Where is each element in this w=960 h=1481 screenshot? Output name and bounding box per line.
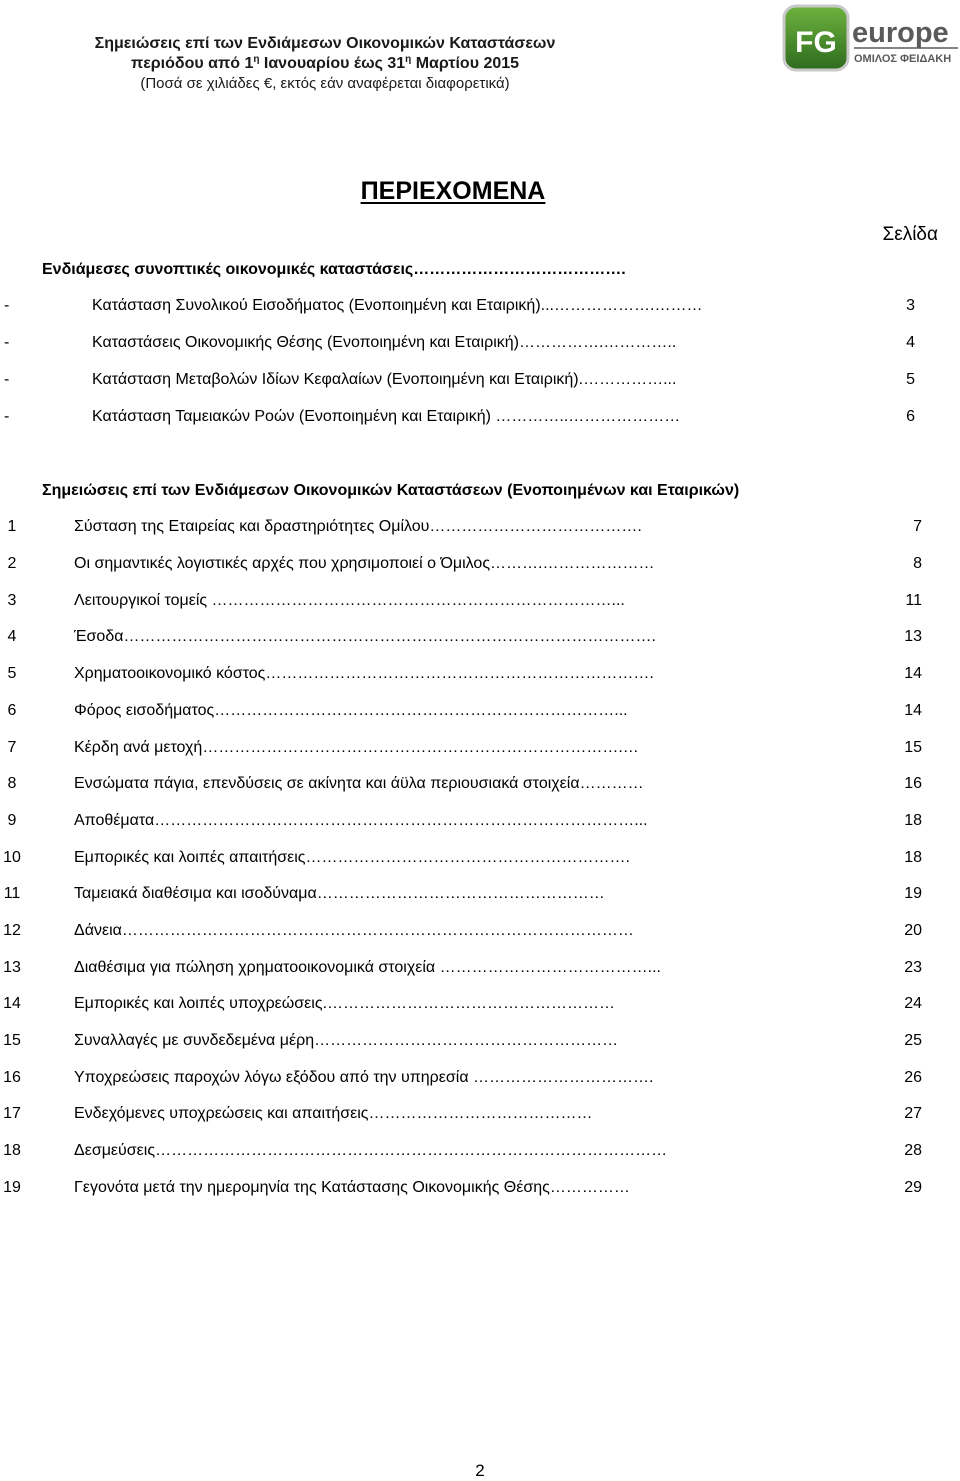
- entry-page: 24: [904, 995, 922, 1012]
- entry-number: 3: [7, 592, 17, 609]
- page-column-label: Σελίδα: [882, 224, 938, 245]
- toc-entry[interactable]: [0, 1142, 960, 1166]
- toc-entry[interactable]: [0, 334, 960, 358]
- entry-marker: -: [4, 408, 10, 425]
- entry-page: 20: [904, 922, 922, 939]
- entry-page: 15: [904, 739, 922, 756]
- entry-number: 16: [3, 1069, 21, 1086]
- page-number: 2: [475, 1461, 485, 1480]
- svg-text:europe: europe: [852, 17, 949, 49]
- toc-entry[interactable]: [0, 995, 960, 1019]
- toc-title: ΠΕΡΙΕΧΟΜΕΝΑ: [360, 177, 546, 205]
- entry-page: 11: [905, 592, 922, 609]
- svg-text:FG: FG: [795, 26, 837, 59]
- toc-entry[interactable]: [0, 1105, 960, 1129]
- entry-text: Κατάσταση Συνολικού Εισοδήματος (Ενοποιημένη και Εταιρική)...……………….………: [92, 297, 703, 314]
- entry-text: Οι σημαντικές λογιστικές αρχές που χρησιμοποιεί ο Όμιλος……….…………………: [74, 555, 655, 572]
- entry-text: Καταστάσεις Οικονομικής Θέσης (Ενοποιημένη και Εταιρική)…………….…………..: [92, 334, 677, 351]
- entry-text: Έσοδα……………………………………………………………………………………….: [74, 628, 656, 645]
- toc-entry[interactable]: [0, 885, 960, 909]
- entry-page: 14: [904, 702, 922, 719]
- entry-number: 6: [7, 702, 17, 719]
- entry-page: 4: [906, 334, 915, 351]
- entry-text: Δεσμεύσεις……………………………………………………………………………………: [74, 1142, 668, 1159]
- document-header: [40, 34, 610, 94]
- entry-text: Συναλλαγές με συνδεδεμένα μέρη…………………………………………………: [74, 1032, 619, 1049]
- entry-text: Γεγονότα μετά την ημερομηνία της Κατάστασης Οικονομικής Θέσης……………: [74, 1179, 630, 1196]
- section-statements-title: Ενδιάμεσες συνοπτικές οικονομικές καταστάσεις………………………………….: [42, 261, 626, 278]
- entry-page: 18: [904, 849, 922, 866]
- toc-entry[interactable]: [0, 592, 960, 616]
- entry-page: 27: [904, 1105, 922, 1122]
- entry-number: 5: [7, 665, 17, 682]
- entry-marker: -: [4, 371, 10, 388]
- entry-number: 15: [3, 1032, 21, 1049]
- toc-entry[interactable]: [0, 518, 960, 542]
- entry-number: 14: [3, 995, 21, 1012]
- entry-text: Αποθέματα………………………………………………………………………………...: [74, 812, 648, 829]
- entry-page: 5: [906, 371, 915, 388]
- entry-marker: -: [4, 334, 10, 351]
- toc-entry[interactable]: [0, 555, 960, 579]
- toc-entry[interactable]: [0, 408, 960, 432]
- entry-number: 10: [3, 849, 21, 866]
- header-period: περιόδου από $1^\eta$ Ιανουαρίου έως $31^\eta$ Μαρτίου 2015: [130, 54, 520, 72]
- entry-page: 28: [904, 1142, 922, 1159]
- entry-marker: -: [4, 297, 10, 314]
- entry-text: Λειτουργικοί τομείς …………………………………………………………………...: [74, 592, 625, 609]
- entry-page: 29: [904, 1179, 922, 1196]
- entry-page: 23: [904, 959, 922, 976]
- toc-entry[interactable]: [0, 628, 960, 652]
- entry-text: Φόρος εισοδήματος…………………………………………………………………...: [74, 702, 628, 719]
- header-currency-note: (Ποσά σε χιλιάδες €, εκτός εάν αναφέρεται διαφορετικά): [140, 75, 510, 92]
- entry-page: 14: [904, 665, 922, 682]
- toc-entry[interactable]: [0, 371, 960, 395]
- entry-page: 8: [913, 555, 922, 572]
- entry-number: 2: [7, 555, 17, 572]
- entry-text: Δάνεια……………………………………………………………………………………: [74, 922, 634, 939]
- entry-text: Κατάσταση Ταμειακών Ροών (Ενοποιημένη και Εταιρική) …………..…………………: [92, 408, 681, 425]
- entry-page: 18: [904, 812, 922, 829]
- entry-text: Κέρδη ανά μετοχή…………………………………………………………………….…: [74, 739, 639, 756]
- entry-text: Ενδεχόμενες υποχρεώσεις και απαιτήσεις……………………………………: [74, 1105, 593, 1122]
- entry-text: Κατάσταση Μεταβολών Ιδίων Κεφαλαίων (Ενοποιημένη και Εταιρική).……………...: [92, 371, 677, 388]
- toc-entry[interactable]: [0, 812, 960, 836]
- toc-entry[interactable]: [0, 775, 960, 799]
- entry-page: 13: [904, 628, 922, 645]
- entry-page: 25: [904, 1032, 922, 1049]
- entry-text: Διαθέσιμα για πώληση χρηματοοικονομικά στοιχεία …………………………………...: [74, 959, 661, 976]
- entry-number: 18: [3, 1142, 21, 1159]
- toc-entry[interactable]: [0, 959, 960, 983]
- entry-page: 19: [904, 885, 922, 902]
- entry-page: 16: [904, 775, 922, 792]
- entry-number: 9: [7, 812, 17, 829]
- entry-text: Χρηματοοικονομικό κόστος……………………………………………………………….: [74, 665, 654, 682]
- svg-text:ΟΜΙΛΟΣ ΦΕΙΔΑΚΗ: ΟΜΙΛΟΣ ΦΕΙΔΑΚΗ: [854, 53, 952, 65]
- entry-page: 6: [906, 408, 915, 425]
- toc-entry[interactable]: [0, 665, 960, 689]
- entry-number: 1: [7, 518, 17, 535]
- entry-text: Ταμειακά διαθέσιμα και ισοδύναμα………………………………………………: [74, 885, 605, 902]
- entry-number: 11: [3, 885, 21, 902]
- toc-entry[interactable]: [0, 297, 960, 321]
- toc-entry[interactable]: [0, 739, 960, 763]
- entry-text: Εμπορικές και λοιπές απαιτήσεις…………………………………………………….: [74, 849, 630, 866]
- toc-entry[interactable]: [0, 1069, 960, 1093]
- section-notes-title: Σημειώσεις επί των Ενδιάμεσων Οικονομικών Καταστάσεων (Ενοποιημένων και Εταιρικών): [42, 482, 740, 499]
- entry-page: 3: [906, 297, 915, 314]
- entry-page: 7: [913, 518, 922, 535]
- entry-number: 7: [7, 739, 17, 756]
- entry-number: 12: [3, 922, 21, 939]
- entry-number: 4: [7, 628, 17, 645]
- entry-page: 26: [904, 1069, 922, 1086]
- header-title: Σημειώσεις επί των Ενδιάμεσων Οικονομικών Καταστάσεων: [94, 35, 556, 52]
- entry-number: 17: [3, 1105, 21, 1122]
- toc-entry[interactable]: [0, 849, 960, 873]
- entry-text: Σύσταση της Εταιρείας και δραστηριότητες Ομίλου………………………………….: [74, 518, 642, 535]
- entry-text: Εμπορικές και λοιπές υποχρεώσεις.………………………………………………: [74, 995, 616, 1012]
- toc-entry[interactable]: [0, 1179, 960, 1203]
- entry-text: Ενσώματα πάγια, επενδύσεις σε ακίνητα και άϋλα περιουσιακά στοιχεία…………: [74, 775, 644, 792]
- entry-number: 19: [3, 1179, 21, 1196]
- toc-entry[interactable]: [0, 1032, 960, 1056]
- toc-entry[interactable]: [0, 702, 960, 726]
- entry-number: 8: [7, 775, 17, 792]
- toc-entry[interactable]: [0, 922, 960, 946]
- entry-number: 13: [3, 959, 21, 976]
- fg-europe-logo: [782, 2, 960, 82]
- entry-text: Υποχρεώσεις παροχών λόγω εξόδου από την υπηρεσία …………………………….: [74, 1069, 654, 1086]
